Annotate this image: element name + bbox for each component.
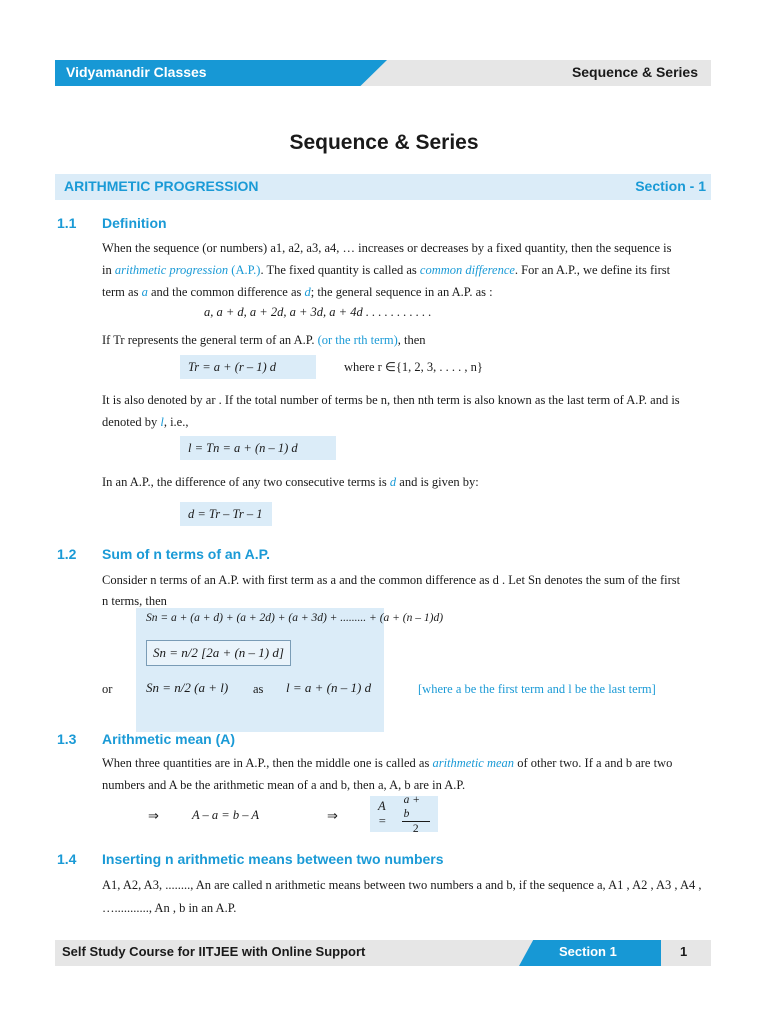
s11-para1-line3: term as a and the common difference as d; the general sequence in an A.P. as :: [102, 285, 493, 299]
sum-formula-box: [136, 608, 384, 732]
heading-1-2-number: 1.2: [57, 546, 77, 562]
heading-1-1-title: Definition: [102, 215, 167, 231]
formula-common-difference: d = Tr – Tr – 1: [180, 502, 272, 526]
s12-para1-line1: Consider n terms of an A.P. with first term as a and the common difference as d . Let Sn denotes the sum of the first: [102, 573, 681, 587]
fraction-denominator: 2: [412, 822, 419, 835]
formula-sum-n-terms: Sn = n/2 [2a + (n – 1) d]: [146, 640, 291, 666]
implies-symbol-1: ⇒: [148, 808, 159, 823]
s14-para1-line1: A1, A2, A3, ........, An are called n arithmetic means between two numbers a and b, if the sequence a, A1 , A2 , A3 , A4 ,: [102, 878, 702, 892]
s12-para1-line2: n terms, then: [102, 594, 167, 608]
footer-course: Self Study Course for IITJEE with Online Support: [62, 944, 366, 959]
header-chapter: Sequence & Series: [571, 64, 698, 80]
formula-sum-expanded: Sn = a + (a + d) + (a + 2d) + (a + 3d) + ......... + (a + (n – 1)d): [146, 612, 444, 624]
fraction-numerator: a + b: [402, 793, 430, 822]
section-bar-number: Section - 1: [635, 178, 706, 194]
sum-formula-note: [where a be the first term and l be the last term]: [418, 682, 656, 696]
or-label: or: [102, 682, 113, 696]
s13-para1-line1: When three quantities are in A.P., then the middle one is called as arithmetic mean of other two. If a and b are two: [102, 756, 673, 770]
header-brand: Vidyamandir Classes: [66, 64, 207, 80]
section-bar-name: ARITHMETIC PROGRESSION: [64, 178, 259, 194]
general-sequence: a, a + d, a + 2d, a + 3d, a + 4d . . . . . . . . . . .: [204, 305, 432, 319]
formula-arithmetic-mean-fraction: [402, 793, 430, 836]
s11-para4: In an A.P., the difference of any two consecutive terms is d and is given by:: [102, 475, 479, 489]
implies-symbol-2: ⇒: [327, 808, 338, 823]
heading-1-1-number: 1.1: [57, 215, 77, 231]
formula-last-term-alt: l = a + (n – 1) d: [286, 680, 372, 695]
s11-para2: If Tr represents the general term of an A.P. (or the rth term), then: [102, 333, 426, 347]
s14-para1-line2: …..........., An , b in an A.P.: [102, 901, 237, 915]
formula-general-term: Tr = a + (r – 1) d: [180, 355, 316, 379]
heading-1-2-title: Sum of n terms of an A.P.: [102, 546, 271, 562]
formula-general-term-condition: where r ∈{1, 2, 3, . . . . , n}: [344, 360, 483, 374]
s11-para1-line2: in arithmetic progression (A.P.). The fixed quantity is called as common difference. For an A.P., we define its first: [102, 263, 671, 277]
heading-1-3-number: 1.3: [57, 731, 77, 747]
formula-arithmetic-mean-lhs: A =: [378, 799, 387, 828]
footer-section: Section 1: [559, 944, 617, 959]
s11-para3-line1: It is also denoted by ar . If the total number of terms be n, then nth term is also known as the last term of A.P. and is: [102, 393, 680, 407]
s11-para3-line2: denoted by l, i.e.,: [102, 415, 189, 429]
formula-last-term: l = Tn = a + (n – 1) d: [180, 436, 336, 460]
s13-para1-line2: numbers and A be the arithmetic mean of a and b, then a, A, b are in A.P.: [102, 778, 466, 792]
as-label: as: [253, 682, 264, 696]
formula-sum-first-last: Sn = n/2 (a + l): [146, 680, 229, 695]
heading-1-4-number: 1.4: [57, 851, 77, 867]
s11-para1-line1: When the sequence (or numbers) a1, a2, a3, a4, … increases or decreases by a fixed quantity, then the sequence is: [102, 241, 672, 255]
page-title: Sequence & Series: [289, 131, 479, 154]
heading-1-4-title: Inserting n arithmetic means between two numbers: [102, 851, 444, 867]
mean-equation: A – a = b – A: [192, 808, 260, 822]
page-number: 1: [680, 944, 688, 959]
heading-1-3-title: Arithmetic mean (A): [102, 731, 236, 747]
formula-arithmetic-mean: [370, 793, 438, 835]
